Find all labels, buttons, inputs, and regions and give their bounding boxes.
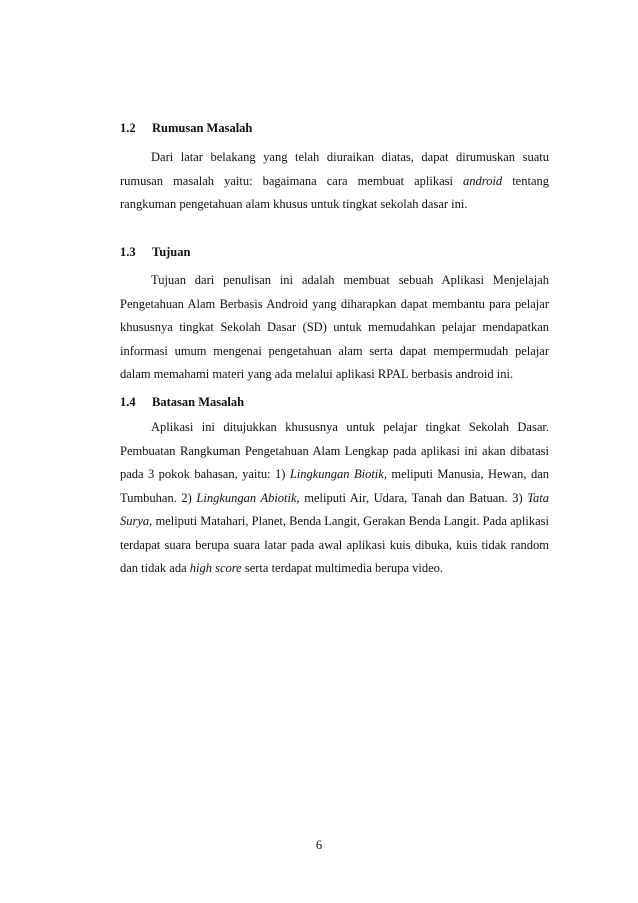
section-paragraph-rumusan-masalah (120, 146, 549, 217)
section-number: 1.3 (120, 245, 136, 259)
paragraph-text: Aplikasi ini ditujukkan khususnya untuk pelajar tingkat Sekolah Dasar. Pembuatan Rangkuman Pengetahuan Alam Lengkap pada aplikasi ini akan dibatasi pada 3 pokok bahasan, yaitu: 1) (120, 420, 549, 481)
paragraph-text: Tujuan dari penulisan ini adalah membuat sebuah Aplikasi Menjelajah Pengetahuan Alam Berbasis Android yang diharapkan dapat membantu para pelajar khususnya tingkat Sekolah Dasar (SD) untuk memudahkan pelajar mendapatkan informasi umum mengenai pengetahuan alam serta dapat mempermudah pelajar dalam memahami materi yang ada melalui aplikasi RPAL berbasis android ini. (120, 273, 549, 381)
paragraph-text: meliputi Matahari, Planet, Benda Langit, Gerakan Benda Langit. Pada aplikasi terdapat suara berupa suara latar pada awal aplikasi kuis dibuka, kuis tidak random dan tidak ada (120, 514, 549, 575)
section-title: Tujuan (152, 245, 191, 259)
italic-term: high score (189, 561, 242, 575)
section-heading-batasan-masalah (120, 395, 244, 410)
paragraph-text: meliputi Air, Udara, Tanah dan Batuan. 3) (299, 490, 528, 505)
section-heading-tujuan (120, 245, 190, 260)
section-number: 1.2 (120, 121, 136, 135)
paragraph-text: serta terdapat multimedia berupa video. (241, 561, 444, 575)
italic-term: android (463, 173, 503, 188)
section-number: 1.4 (120, 395, 136, 409)
section-paragraph-batasan-masalah (120, 416, 549, 581)
section-paragraph-tujuan (120, 269, 549, 387)
section-title: Batasan Masalah (152, 395, 245, 409)
italic-term: Tata Surya, (120, 490, 550, 528)
paragraph-text: meliputi Manusia, Hewan, dan Tumbuhan. 2) (120, 467, 550, 505)
page-number: 6 (315, 838, 323, 852)
italic-term: Lingkungan Abiotik, (196, 490, 300, 505)
section-title: Rumusan Masalah (152, 121, 253, 135)
paragraph-text: Dari latar belakang yang telah diuraikan diatas, dapat dirumuskan suatu rumusan masalah yaitu: bagaimana cara membuat aplikasi (120, 150, 549, 188)
section-heading-rumusan-masalah (120, 121, 252, 136)
italic-term: Lingkungan Biotik, (289, 467, 387, 481)
paragraph-text: tentang rangkuman pengetahuan alam khusus untuk tingkat sekolah dasar ini. (120, 173, 549, 211)
